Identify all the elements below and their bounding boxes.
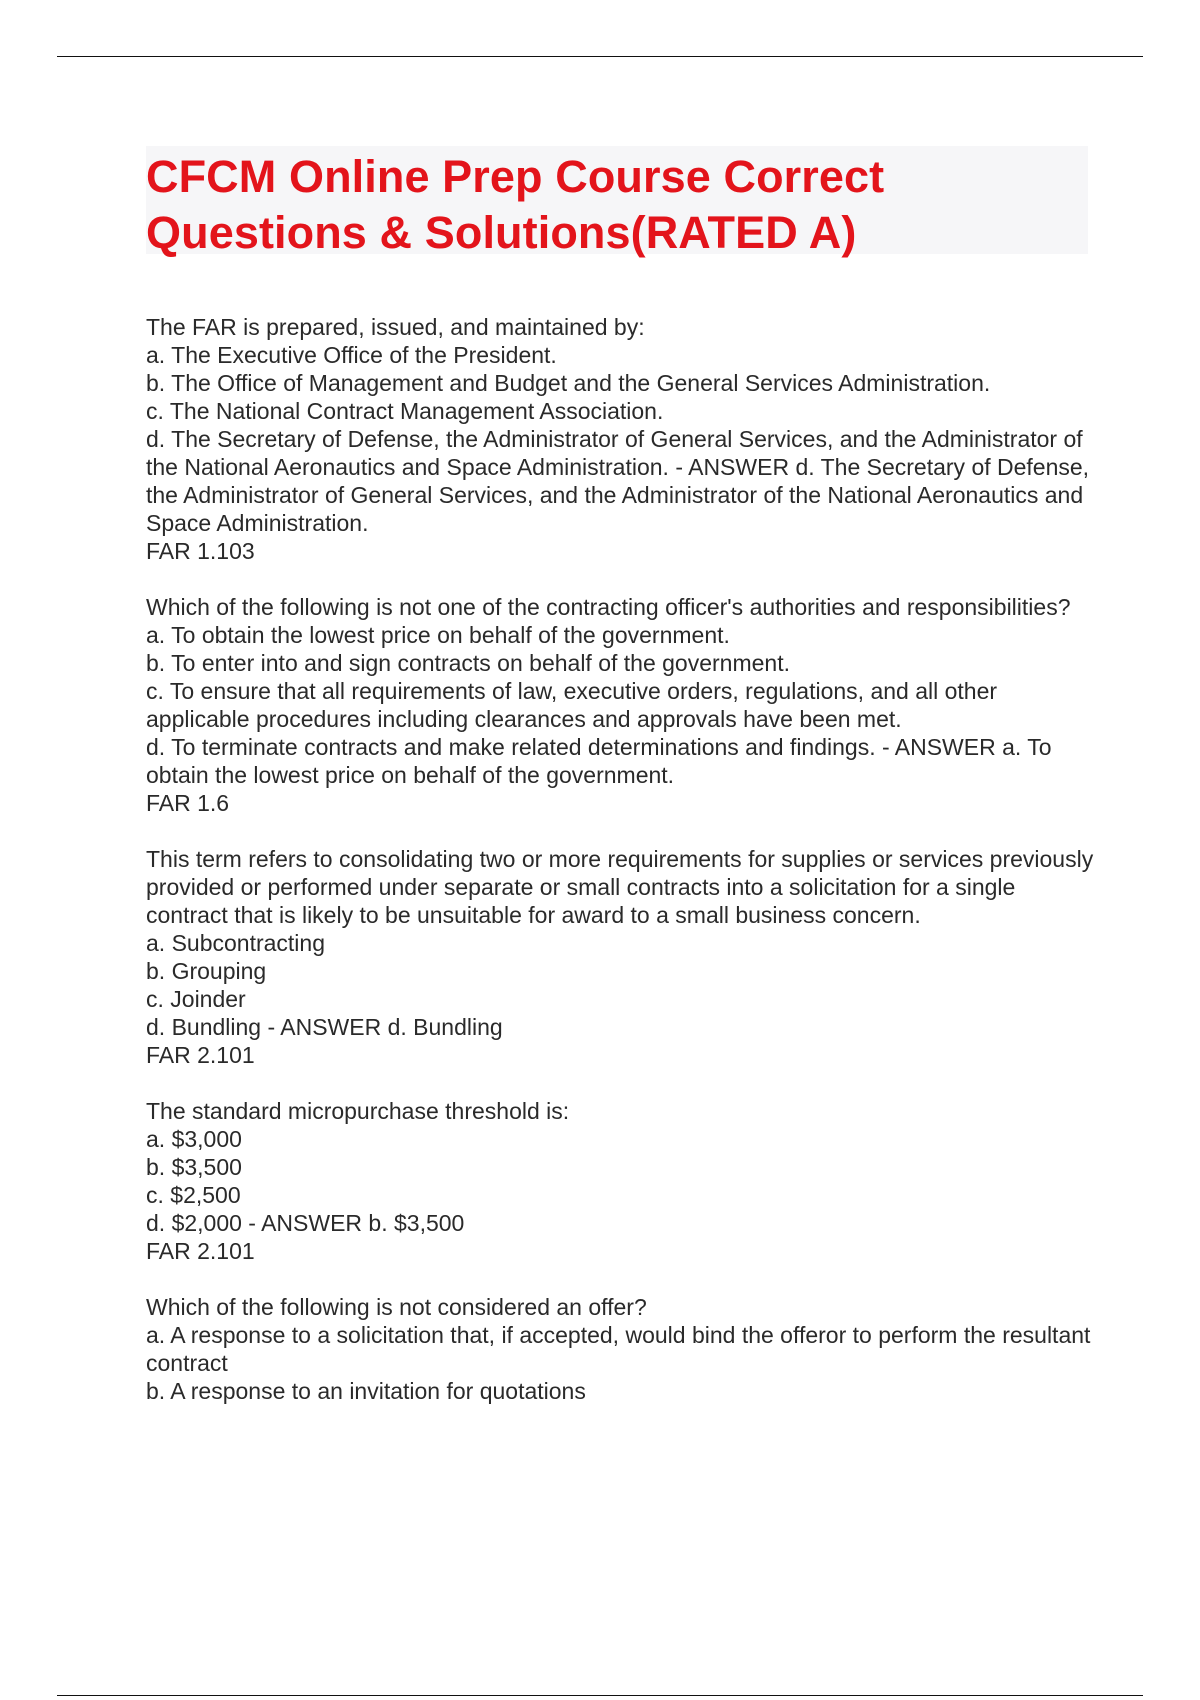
question-text: This term refers to consolidating two or more requirements for supplies or services previously provided or performed under separate or small contracts into a solicitation for a single contract that is likely to be unsuitable for award to a small business concern. — [146, 846, 1094, 928]
question-block-3 — [146, 845, 1096, 1069]
question-block-4 — [146, 1097, 1096, 1265]
option-b: b. To enter into and sign contracts on behalf of the government. — [146, 650, 790, 676]
option-c: c. To ensure that all requirements of law, executive orders, regulations, and all other applicable procedures including clearances and approvals have been met. — [146, 678, 998, 732]
far-reference: FAR 2.101 — [146, 1042, 255, 1068]
question-block-1 — [146, 313, 1096, 565]
option-c: c. $2,500 — [146, 1182, 241, 1208]
footer-rule — [57, 1695, 1143, 1696]
option-d-with-answer: d. Bundling - ANSWER d. Bundling — [146, 1014, 503, 1040]
option-a: a. The Executive Office of the President. — [146, 342, 557, 368]
header-rule — [57, 56, 1143, 57]
option-a: a. A response to a solicitation that, if accepted, would bind the offeror to perform the resultant contract — [146, 1322, 1091, 1376]
option-b: b. A response to an invitation for quotations — [146, 1378, 586, 1404]
option-d-with-answer: d. To terminate contracts and make related determinations and findings. - ANSWER a. To obtain the lowest price on behalf of the government. — [146, 734, 1052, 788]
question-block-5 — [146, 1293, 1096, 1405]
question-text: Which of the following is not considered an offer? — [146, 1294, 647, 1320]
document-title: CFCM Online Prep Course Correct Questions & Solutions(RATED A) — [146, 151, 885, 258]
far-reference: FAR 1.103 — [146, 538, 255, 564]
option-b: b. Grouping — [146, 958, 267, 984]
option-a: a. Subcontracting — [146, 930, 326, 956]
option-a: a. $3,000 — [146, 1126, 242, 1152]
option-c: c. The National Contract Management Association. — [146, 398, 664, 424]
question-block-2 — [146, 593, 1096, 817]
far-reference: FAR 2.101 — [146, 1238, 255, 1264]
option-a: a. To obtain the lowest price on behalf of the government. — [146, 622, 730, 648]
option-b: b. $3,500 — [146, 1154, 242, 1180]
option-b: b. The Office of Management and Budget and the General Services Administration. — [146, 370, 991, 396]
option-d-with-answer: d. The Secretary of Defense, the Administrator of General Services, and the Administrator of the National Aeronautics and Space Administration. - ANSWER d. The Secretary of Defense, the Administrator of General Services, and the Administrator of the National Aeronautics and Space Administration. — [146, 426, 1090, 536]
question-text: The standard micropurchase threshold is: — [146, 1098, 570, 1124]
question-text: Which of the following is not one of the contracting officer's authorities and responsibilities? — [146, 594, 1071, 620]
far-reference: FAR 1.6 — [146, 790, 230, 816]
question-text: The FAR is prepared, issued, and maintained by: — [146, 314, 645, 340]
option-d-with-answer: d. $2,000 - ANSWER b. $3,500 — [146, 1210, 465, 1236]
title-banner — [146, 146, 1088, 258]
option-c: c. Joinder — [146, 986, 246, 1012]
document-body — [146, 313, 1096, 1433]
